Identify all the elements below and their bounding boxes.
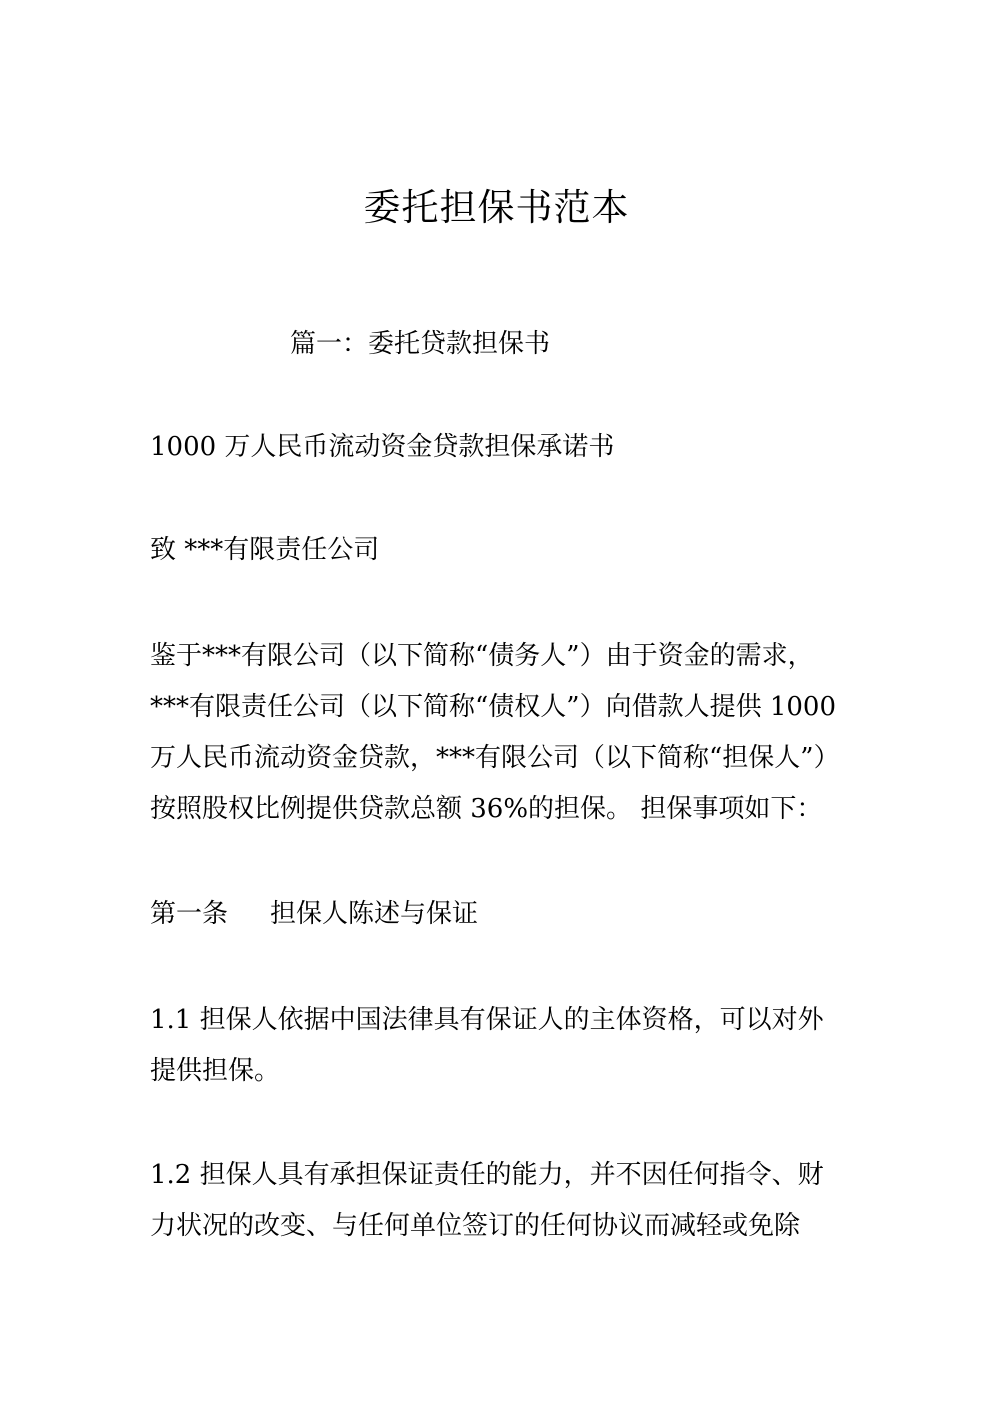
intro-paragraph (150, 631, 840, 835)
article-heading (150, 890, 478, 938)
heading-line: 1000 万人民币流动资金贷款担保承诺书 (150, 432, 615, 462)
section-subtitle: 篇一：委托贷款担保书 (290, 329, 551, 359)
article-title: 担保人陈述与保证 (270, 899, 479, 929)
intro-line: 万人民币流动资金贷款，***有限公司（以下简称“担保人”） (150, 743, 840, 773)
intro-line: 按照股权比例提供贷款总额 36%的担保。 担保事项如下： (150, 794, 823, 824)
clause-line: 提供担保。 (150, 1056, 281, 1086)
clause-1-1 (150, 995, 824, 1097)
clause-line: 1.2 担保人具有承担保证责任的能力，并不因任何指令、财 (150, 1160, 824, 1190)
clause-line: 力状况的改变、与任何单位签订的任何协议而减轻或免除 (150, 1211, 801, 1241)
article-number: 第一条 (150, 899, 229, 929)
clause-line: 1.1 担保人依据中国法律具有保证人的主体资格，可以对外 (150, 1005, 824, 1035)
intro-line: ***有限责任公司（以下简称“债权人”）向借款人提供 1000 (150, 692, 837, 722)
addressee-line: 致 ***有限责任公司 (150, 535, 380, 565)
document-title: 委托担保书范本 (363, 186, 630, 229)
intro-line: 鉴于***有限公司（以下简称“债务人”）由于资金的需求， (150, 641, 814, 671)
clause-1-2 (150, 1150, 824, 1252)
